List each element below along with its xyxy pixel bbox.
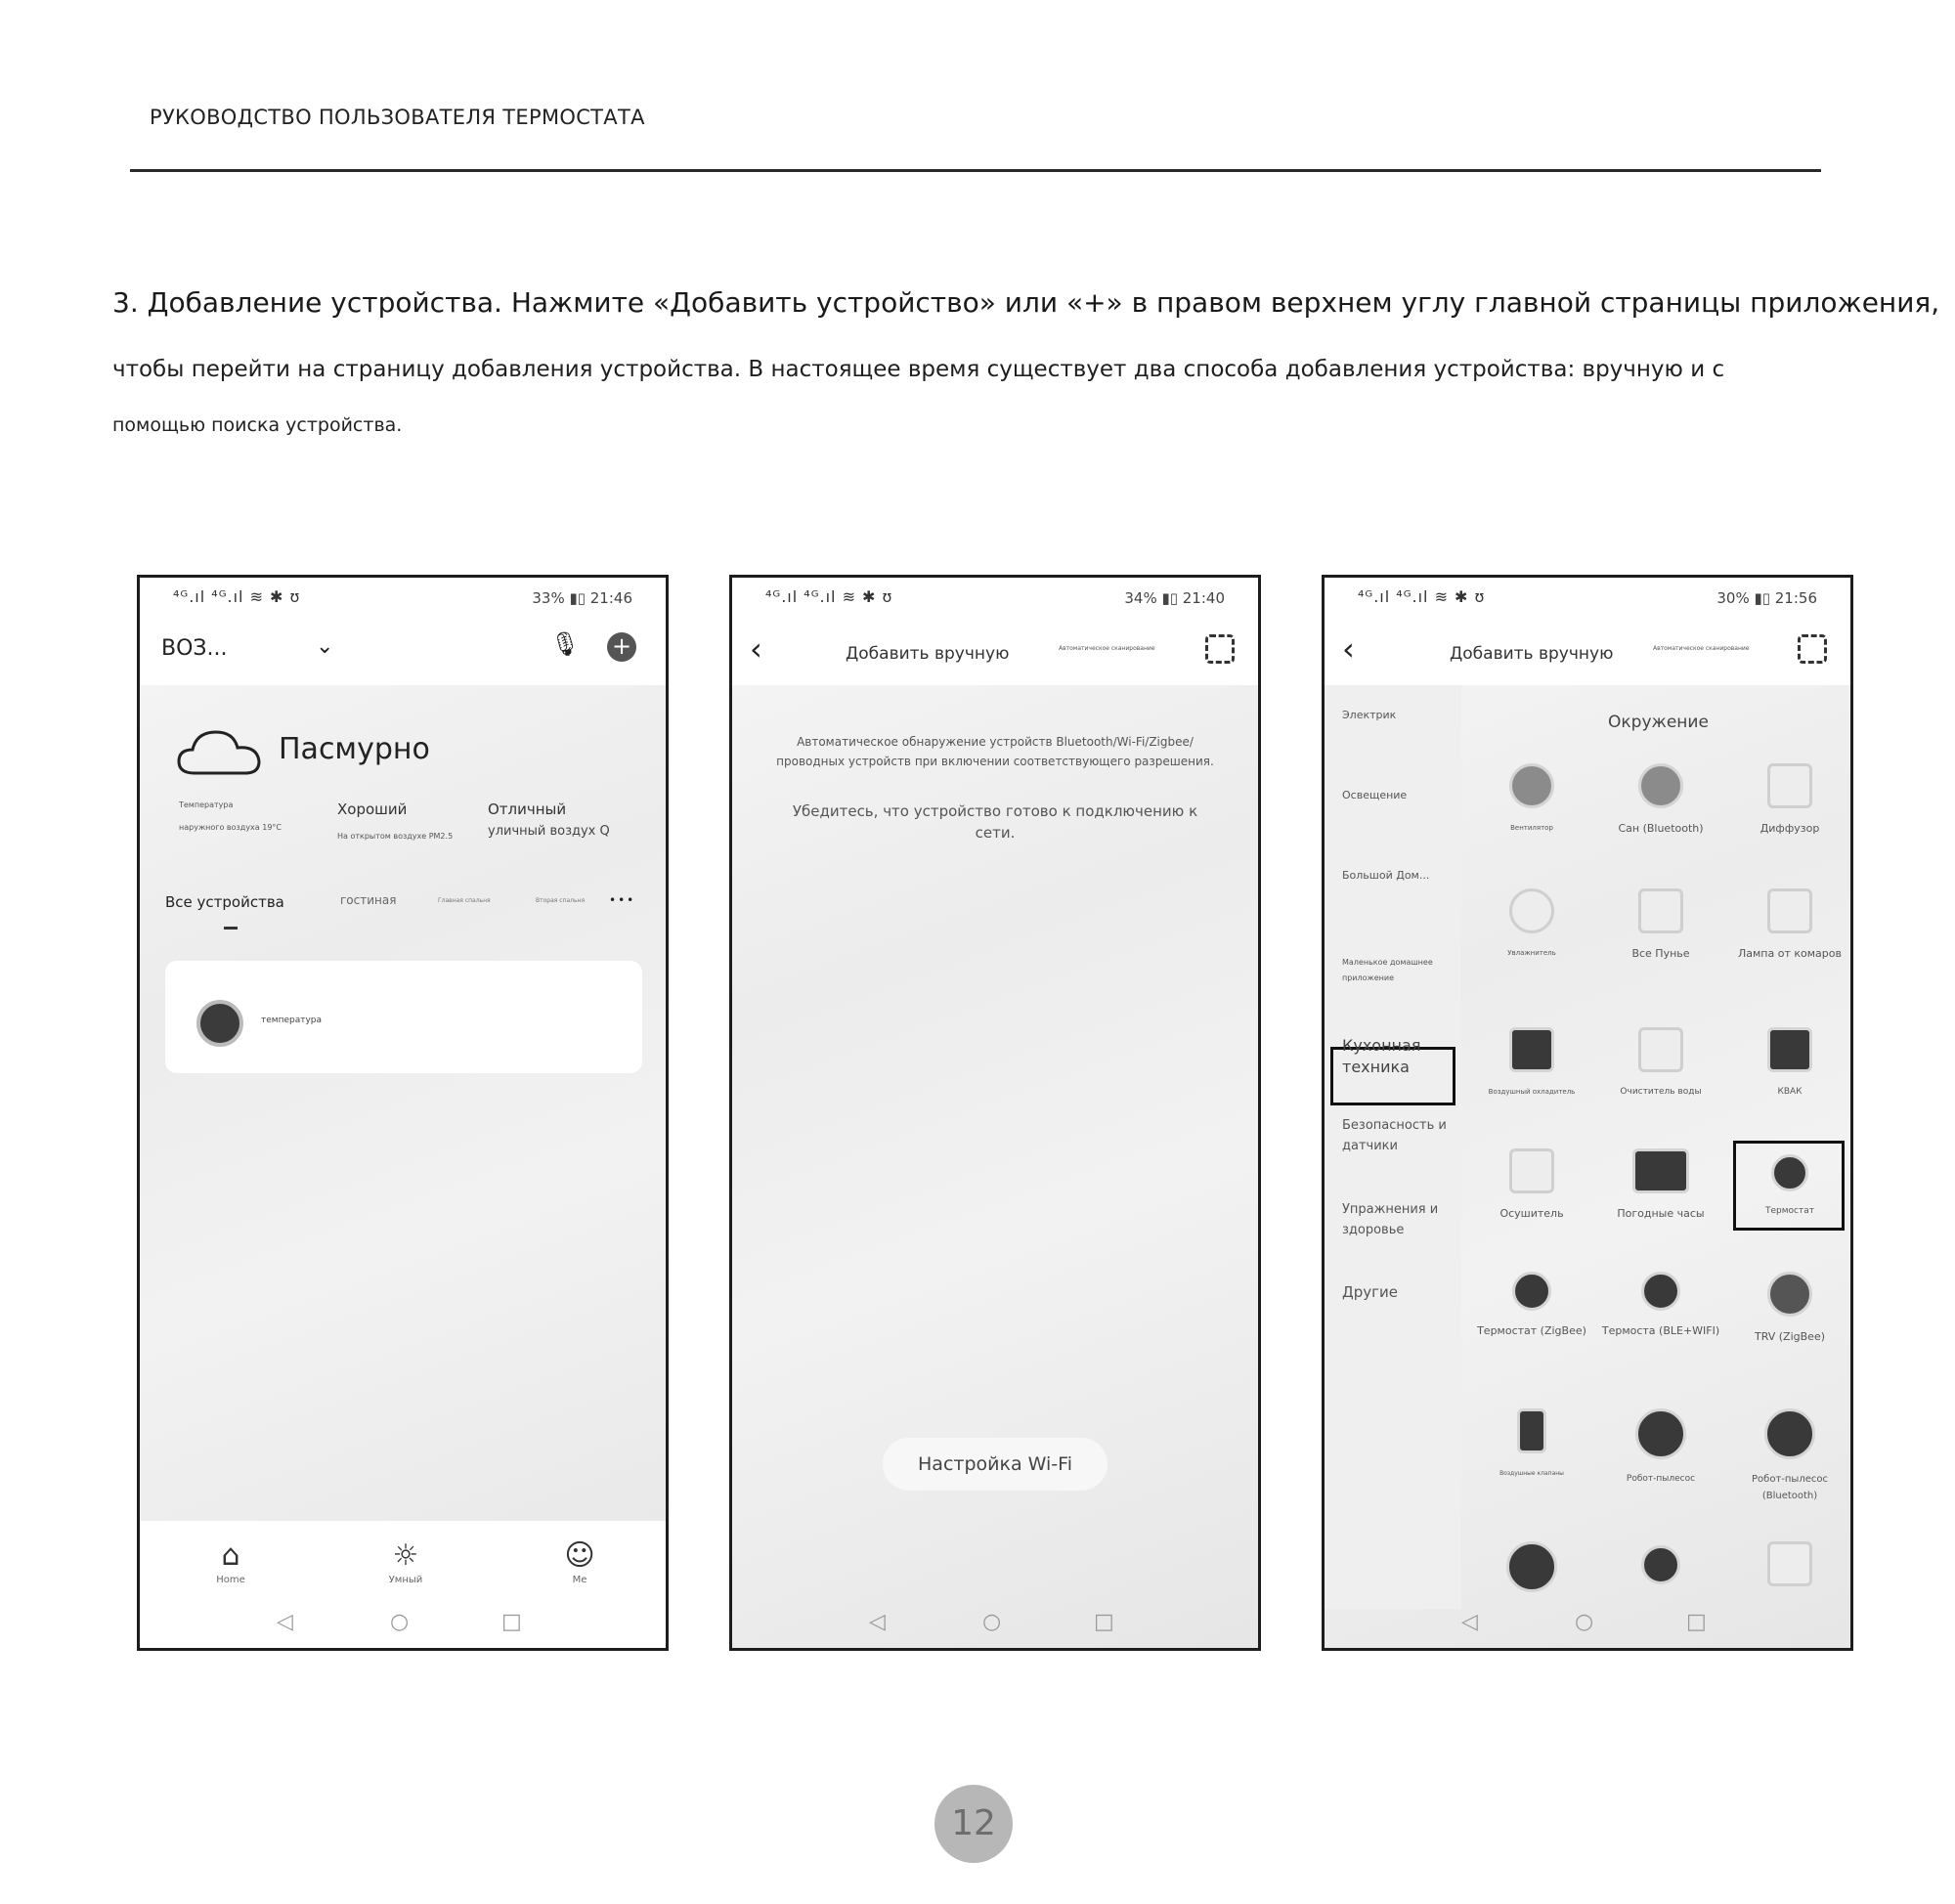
device-label: Погодные часы: [1617, 1207, 1705, 1220]
wifi-setup-button[interactable]: Настройка Wi-Fi: [883, 1438, 1108, 1491]
device-label: Сан (Bluetooth): [1618, 822, 1704, 835]
cloud-icon: [175, 724, 263, 779]
auto-scan-description: Автоматическое обнаружение устройств Bluetooth/Wi-Fi/Zigbee/проводных устройств при включении соответствующего разрешения.: [776, 735, 1214, 768]
device-icon: [1767, 1541, 1812, 1586]
hvac-icon: [1767, 1027, 1812, 1072]
stat-temperature: [179, 801, 282, 832]
battery-time: 34% ▮▯ 21:40: [1124, 589, 1225, 607]
device-label: Осушитель: [1499, 1207, 1564, 1220]
trv-icon: [1767, 1272, 1812, 1317]
device-humidifier[interactable]: [1471, 888, 1592, 1006]
stat-sub: уличный воздух Q: [488, 824, 610, 839]
profile-icon: ☺: [564, 1538, 595, 1573]
category-exercise[interactable]: Упражнения и здоровье: [1342, 1202, 1439, 1237]
category-big-home[interactable]: Большой Дом...: [1342, 869, 1430, 882]
tab-manual-add[interactable]: Добавить вручную: [846, 644, 1010, 664]
recents-square-icon[interactable]: □: [1686, 1610, 1707, 1634]
more-tabs-icon[interactable]: •••: [609, 893, 636, 907]
chevron-down-icon[interactable]: ⌄: [316, 634, 334, 659]
stat-sub: На открытом воздухе PM2.5: [337, 832, 454, 841]
sun-icon: ☼: [392, 1538, 419, 1573]
tab-master-bedroom[interactable]: Главная спальня: [438, 897, 491, 904]
home-top-bar: [140, 617, 666, 685]
category-small-home[interactable]: Маленькое домашнее приложение: [1342, 958, 1433, 982]
category-lighting[interactable]: Освещение: [1342, 789, 1408, 801]
fan-icon: [1509, 763, 1554, 808]
back-triangle-icon[interactable]: ◁: [1461, 1610, 1478, 1634]
header-rule: [130, 169, 1821, 172]
tab-living-room[interactable]: гостиная: [340, 893, 397, 907]
stat-sub: наружного воздуха 19°C: [179, 823, 282, 832]
device-label: Диффузор: [1760, 822, 1820, 835]
battery-time: 33% ▮▯ 21:46: [532, 589, 632, 607]
home-circle-icon[interactable]: ○: [1575, 1610, 1594, 1634]
device-dehumidifier[interactable]: [1471, 1148, 1592, 1266]
device-hvac[interactable]: [1729, 1027, 1850, 1145]
intro-line-1: 3. Добавление устройства. Нажмите «Добавить устройство» или «+» в правом верхнем углу главной страницы приложения,: [112, 286, 1940, 319]
nav-label: Умный: [388, 1575, 423, 1585]
stat-pm25: [337, 801, 453, 841]
robot-vacuum-icon: [1635, 1408, 1686, 1459]
tab-auto-scan[interactable]: Автоматическое сканирование: [1653, 645, 1750, 652]
status-bar: [1325, 578, 1850, 617]
mosquito-lamp-icon: [1767, 888, 1812, 933]
robot-vacuum-icon: [1764, 1408, 1815, 1459]
device-label: Воздушный охладитель: [1488, 1088, 1576, 1096]
device-label: Робот-пылесос (Bluetooth): [1752, 1474, 1828, 1501]
tab-second-bedroom[interactable]: Вторая спальня: [536, 897, 586, 904]
tab-underline: [224, 927, 238, 930]
add-device-button[interactable]: +: [607, 632, 636, 662]
add-device-top-bar: [1325, 617, 1850, 685]
back-icon[interactable]: ‹: [1342, 630, 1355, 668]
device-fan[interactable]: [1471, 763, 1592, 881]
device-label: температура: [261, 1016, 323, 1025]
home-icon: ⌂: [221, 1538, 240, 1573]
robot-vacuum-icon: [1506, 1541, 1557, 1592]
home-circle-icon[interactable]: ○: [982, 1610, 1002, 1634]
purifier-icon: [1638, 888, 1683, 933]
device-item[interactable]: [1729, 1541, 1850, 1651]
section-title: Окружение: [1608, 713, 1709, 732]
diffuser-icon: [1767, 763, 1812, 808]
device-label: Вентилятор: [1510, 824, 1553, 832]
status-bar: [140, 578, 666, 617]
air-valve-icon: [1517, 1408, 1546, 1453]
device-label: TRV (ZigBee): [1754, 1330, 1826, 1343]
device-label: Термоста (BLE+WIFI): [1601, 1324, 1720, 1337]
weather-clock-icon: [1632, 1148, 1689, 1193]
device-item[interactable]: [1471, 1541, 1592, 1651]
tab-auto-scan[interactable]: Автоматическое сканирование: [1059, 645, 1155, 652]
nav-label: Me: [572, 1575, 587, 1585]
signal-icons: ⁴ᴳ.ıl ⁴ᴳ.ıl ≋ ✱ ʊ: [1358, 587, 1486, 606]
weather-label: Пасмурно: [279, 732, 430, 766]
signal-icons: ⁴ᴳ.ıl ⁴ᴳ.ıl ≋ ✱ ʊ: [173, 587, 301, 606]
category-electric[interactable]: Электрик: [1342, 709, 1397, 721]
thermostat-icon: [196, 1000, 243, 1047]
stat-title: Температура: [179, 801, 234, 809]
fan-icon: [1638, 763, 1683, 808]
scan-icon[interactable]: [1798, 634, 1827, 664]
back-triangle-icon[interactable]: ◁: [277, 1610, 293, 1634]
device-item[interactable]: [1600, 1545, 1721, 1651]
device-label: Увлажнитель: [1507, 949, 1556, 957]
document-header: РУКОВОДСТВО ПОЛЬЗОВАТЕЛЯ ТЕРМОСТАТА: [150, 106, 645, 129]
humidifier-icon: [1509, 888, 1554, 933]
nav-smart[interactable]: [367, 1538, 445, 1585]
category-other[interactable]: Другие: [1342, 1283, 1398, 1301]
category-kitchen[interactable]: Кухонная техника: [1342, 1036, 1421, 1076]
device-trv-zigbee[interactable]: [1729, 1272, 1850, 1389]
scan-icon[interactable]: [1205, 634, 1235, 664]
air-cooler-icon: [1509, 1027, 1554, 1072]
thermostat-icon: [1641, 1272, 1680, 1311]
category-sidebar: [1325, 685, 1461, 1609]
stat-title: Хороший: [337, 801, 408, 818]
device-thermostat[interactable]: [1729, 1154, 1850, 1272]
phone-device-catalog-screen: [1322, 575, 1853, 1651]
device-air-cooler[interactable]: [1471, 1027, 1592, 1145]
stat-title: Отличный: [488, 801, 567, 818]
add-device-top-bar: [732, 617, 1258, 685]
device-diffuser[interactable]: [1729, 763, 1850, 881]
nav-home[interactable]: [192, 1538, 270, 1585]
status-bar: [732, 578, 1258, 617]
category-security[interactable]: Безопасность и датчики: [1342, 1118, 1447, 1153]
battery-time: 30% ▮▯ 21:56: [1716, 589, 1817, 607]
device-purifier[interactable]: [1600, 888, 1721, 1006]
device-mosquito-lamp[interactable]: [1729, 888, 1850, 1006]
page-number: 12: [934, 1785, 1013, 1863]
nav-label: Home: [216, 1575, 245, 1585]
tab-manual-add[interactable]: Добавить вручную: [1450, 644, 1614, 664]
device-thermostat-blewifi[interactable]: [1600, 1272, 1721, 1389]
intro-line-3: помощью поиска устройства.: [112, 414, 403, 436]
home-selector[interactable]: ВОЗ...: [161, 636, 228, 661]
device-air-valve[interactable]: [1471, 1408, 1592, 1526]
device-robot-vacuum-bluetooth[interactable]: [1729, 1408, 1850, 1526]
network-ready-hint: Убедитесь, что устройство готово к подключению к сети.: [792, 802, 1198, 842]
device-label: Все Пунье: [1631, 947, 1690, 960]
home-circle-icon[interactable]: ○: [390, 1610, 410, 1634]
device-robot-vacuum[interactable]: [1600, 1408, 1721, 1526]
device-weather-clock[interactable]: [1600, 1148, 1721, 1266]
nav-me[interactable]: [541, 1538, 619, 1585]
device-water-purifier[interactable]: [1600, 1027, 1721, 1145]
room-tabs: [140, 893, 666, 932]
signal-icons: ⁴ᴳ.ıl ⁴ᴳ.ıl ≋ ✱ ʊ: [765, 587, 893, 606]
thermostat-icon: [1641, 1545, 1680, 1584]
recents-square-icon[interactable]: □: [501, 1610, 522, 1634]
device-label: Термостат: [1765, 1206, 1814, 1216]
phone-add-device-screen: [729, 575, 1261, 1651]
device-label: Робот-пылесос: [1626, 1474, 1696, 1484]
thermostat-icon: [1771, 1154, 1808, 1191]
device-label: Термостат (ZigBee): [1477, 1324, 1586, 1337]
device-label: КВАК: [1777, 1087, 1803, 1097]
microphone-icon[interactable]: 🎙: [550, 630, 581, 658]
back-icon[interactable]: ‹: [750, 630, 762, 668]
recents-square-icon[interactable]: □: [1094, 1610, 1114, 1634]
device-label: Очиститель воды: [1620, 1087, 1702, 1097]
stat-air-quality: [488, 801, 610, 839]
back-triangle-icon[interactable]: ◁: [869, 1610, 886, 1634]
intro-line-2: чтобы перейти на страницу добавления устройства. В настоящее время существует два способа добавления устройства: вручную и с: [112, 357, 1725, 382]
dehumidifier-icon: [1509, 1148, 1554, 1193]
bottom-nav: [140, 1521, 666, 1648]
device-label: Лампа от комаров: [1738, 947, 1842, 960]
device-thermostat-zigbee[interactable]: [1471, 1272, 1592, 1389]
thermostat-icon: [1512, 1272, 1551, 1311]
device-card[interactable]: [165, 961, 642, 1073]
water-purifier-icon: [1638, 1027, 1683, 1072]
tab-all-devices[interactable]: Все устройства: [165, 893, 284, 911]
phone-home-screen: [137, 575, 669, 1651]
device-label: Воздушные клапаны: [1499, 1470, 1564, 1477]
device-fan-bluetooth[interactable]: [1600, 763, 1721, 881]
